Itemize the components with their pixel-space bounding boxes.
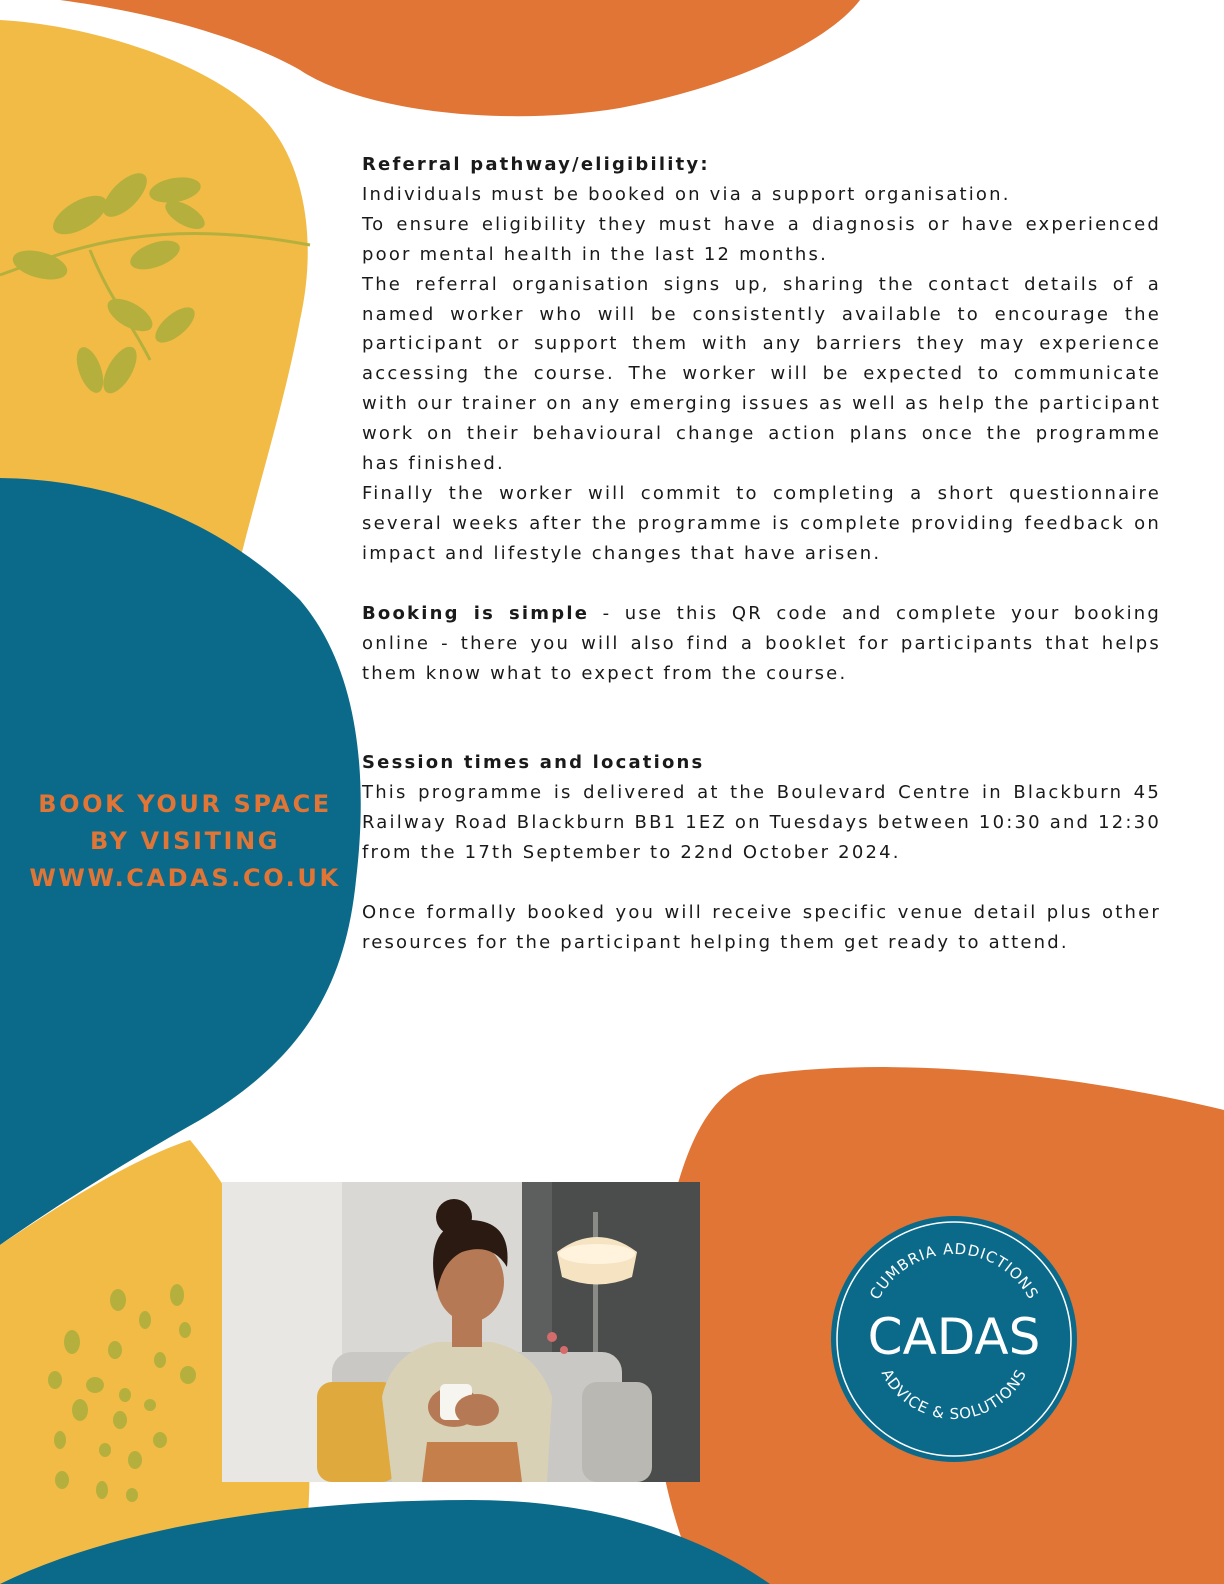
logo-name: CADAS (867, 1308, 1041, 1366)
referral-paragraph-1: Individuals must be booked on via a support organisation. (362, 183, 1011, 205)
referral-paragraph-3: The referral organisation signs up, sharing the contact details of a named worker who will be consistently available to encourage the participant or support them with any barriers they may experience accessing the course. The worker will be expected to communicate with our trainer on any emerging issues as well as help the participant work on their behavioural change action plans once the programme has finished. (362, 273, 1161, 475)
main-content (362, 150, 1161, 958)
sessions-heading: Session times and locations (362, 752, 705, 774)
referral-heading: Referral pathway/eligibility: (362, 154, 710, 175)
logo-bottom-arc-text: ADVICE & SOLUTIONS (877, 1365, 1031, 1424)
referral-paragraph-2: To ensure eligibility they must have a diagnosis or have experienced poor mental health in the last 12 months. (362, 213, 1161, 265)
woman-with-mug-photo (222, 1182, 700, 1482)
sessions-text: This programme is delivered at the Boulevard Centre in Blackburn 45 Railway Road Blackburn BB1 1EZ on Tuesdays between 10:30 and 12:30 from the 17th September to 22nd October 2024. (362, 782, 1161, 864)
booking-paragraph (362, 599, 1161, 689)
cta-line-1: BOOK YOUR SPACE (38, 790, 332, 818)
booking-lead: Booking is simple (362, 602, 590, 624)
cta-line-2: BY VISITING (89, 827, 281, 855)
cadas-logo (829, 1214, 1079, 1464)
booking-text: - use this QR code and complete your booking online - there you will also find a booklet for participants that helps them know what to expect from the course. (362, 602, 1162, 684)
cta-website-link[interactable]: WWW.CADAS.CO.UK (29, 864, 341, 892)
logo-top-arc-text: CUMBRIA ADDICTIONS (865, 1239, 1043, 1303)
sessions-followup: Once formally booked you will receive specific venue detail plus other resources for the participant helping them get ready to attend. (362, 902, 1161, 953)
book-space-callout (10, 786, 360, 897)
referral-paragraph-4: Finally the worker will commit to completing a short questionnaire several weeks after the programme is complete providing feedback on impact and lifestyle changes that have arisen. (362, 482, 1161, 564)
yellow-blob-top (0, 20, 308, 560)
